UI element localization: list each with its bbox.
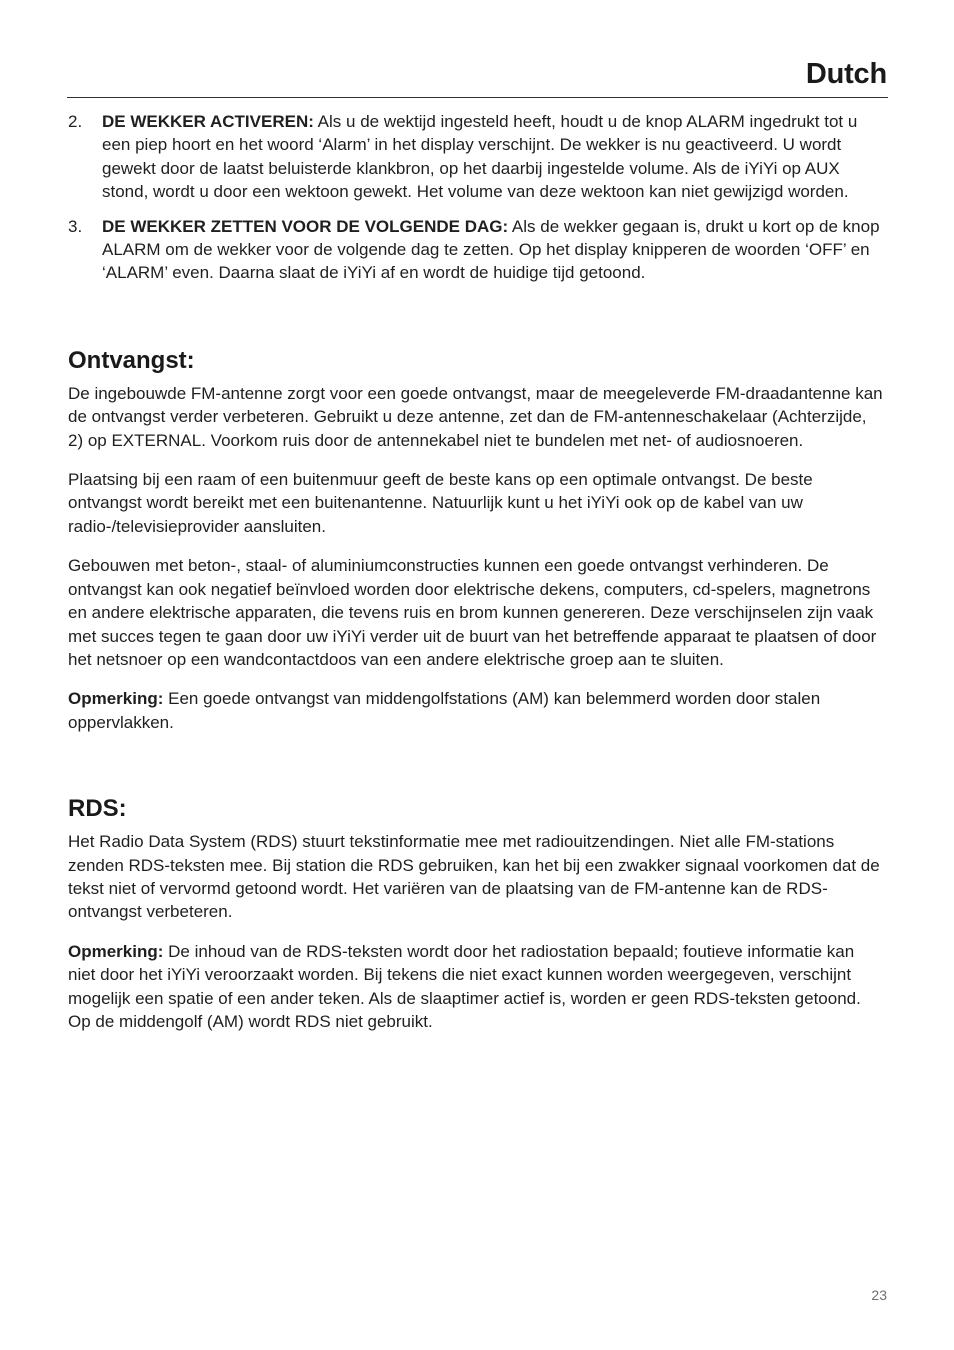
rds-paragraph: Het Radio Data System (RDS) stuurt tekstinformatie mee met radiouitzendingen. Niet alle FM-stations zenden RDS-teksten mee. Bij station die RDS gebruiken, kan het bij een zwakker signaal voorkomen dat de tekst niet of vervormd getoond wordt. Het variëren van de plaatsing van de FM-antenne kan de RDS-ontvangst verbeteren. <box>68 832 880 922</box>
ontvangst-paragraph: Plaatsing bij een raam of een buitenmuur geeft de beste kans op een optimale ontvangst. De beste ontvangst wordt bereikt met een buitenantenne. Natuurlijk kunt u het iYiYi ook op de kabel van uw radio-/televisieprovider aansluiten. <box>68 470 813 536</box>
page-language-title: Dutch <box>805 58 887 90</box>
list-item-body: Als de wekker gegaan is, drukt u kort op de knop ALARM om de wekker voor de volgende dag te zetten. Op het display knipperen de woorden ‘OFF’ en ‘ALARM’ even. Daarna slaat de iYiYi af en wordt de huidige tijd getoond. <box>102 216 880 283</box>
list-item-number: 3. <box>68 216 83 236</box>
list-item-text <box>102 110 883 204</box>
section-spacer <box>68 296 883 347</box>
ontvangst-paragraph: Gebouwen met beton-, staal- of aluminiumconstructies kunnen een goede ontvangst verhinderen. De ontvangst kan ook negatief beïnvloed worden door elektrische dekens, computers, cd-spelers, magnetrons en andere elektrische apparaten, die tevens ruis en brom kunnen genereren. Deze verschijnselen zijn vaak met succes tegen te gaan door uw iYiYi verder uit de buurt van het betreffende apparaat te plaatsen of door het netsnoer op een wandcontactdoos van een andere elektrische groep aan te sluiten. <box>68 556 877 669</box>
list-item-alarm-next-day <box>68 215 883 285</box>
note-text: Een goede ontvangst van middengolfstations (AM) kan belemmerd worden door stalen oppervlakken. <box>68 689 821 732</box>
section-heading-ontvangst: Ontvangst: <box>68 346 195 374</box>
list-item-alarm-activate <box>68 110 883 204</box>
ontvangst-paragraph: De ingebouwde FM-antenne zorgt voor een goede ontvangst, maar de meegeleverde FM-draadantenne kan de ontvangst verder verbeteren. Gebruikt u deze antenne, zet dan de FM-antenneschakelaar (Achterzijde, 2) op EXTERNAL. Voorkom ruis door de antennekabel niet te bundelen met net- of audiosnoeren. <box>68 383 883 450</box>
page-content <box>68 110 883 1049</box>
list-item-number: 2. <box>68 112 83 131</box>
rds-note <box>68 940 883 1034</box>
note-label: Opmerking: <box>68 941 164 961</box>
page-number: 23 <box>871 1287 887 1303</box>
list-item-heading: DE WEKKER ZETTEN VOOR DE VOLGENDE DAG: <box>102 216 509 236</box>
section-heading-rds: RDS: <box>68 795 127 823</box>
list-item-text <box>102 215 883 285</box>
list-item-heading: DE WEKKER ACTIVEREN: <box>102 112 314 131</box>
list-item-body: Als u de wektijd ingesteld heeft, houdt u de knop ALARM ingedrukt tot u een piep hoort en het woord ‘Alarm’ in het display verschijnt. De wekker is nu geactiveerd. U wordt gewekt door de laatst beluisterde klankbron, op het daarbij ingestelde volume. Als de iYiYi op AUX stond, wordt u door een wektoon gewekt. Het volume van deze wektoon kan niet gewijzigd worden. <box>102 112 858 202</box>
section-spacer <box>68 750 883 795</box>
note-text: De inhoud van de RDS-teksten wordt door het radiostation bepaald; foutieve informatie kan niet door het iYiYi veroorzaakt worden. Bij tekens die niet exact kunnen worden weergegeven, verschijnt mogelijk een spatie of een ander teken. Als de slaaptimer actief is, worden er geen RDS-teksten getoond. Op de middengolf (AM) wordt RDS niet gebruikt. <box>68 941 861 1031</box>
note-label: Opmerking: <box>68 689 164 709</box>
header-divider <box>67 97 888 98</box>
ontvangst-note <box>68 687 883 734</box>
